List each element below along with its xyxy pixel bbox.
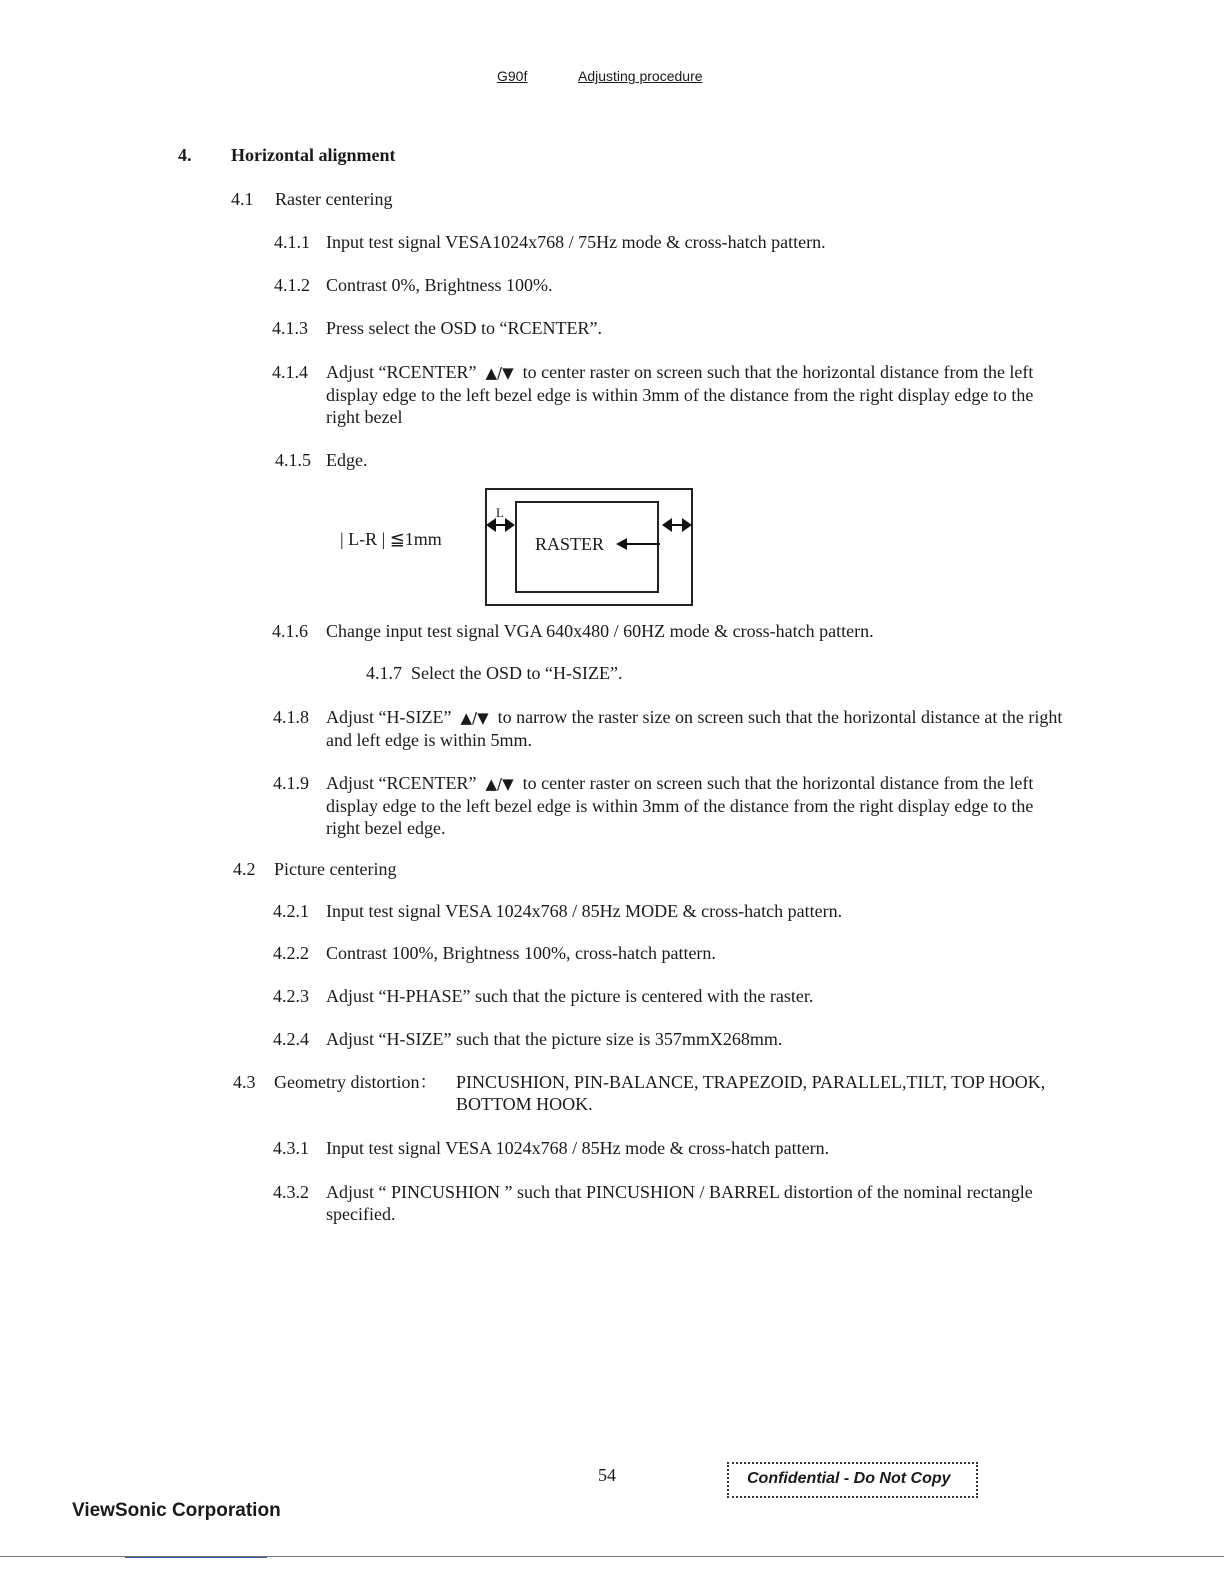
step-number: 4.1.9 — [273, 773, 309, 793]
step-text: Edge. — [326, 450, 368, 470]
step-number: 4.1.8 — [273, 707, 309, 727]
confidential-notice: Confidential - Do Not Copy — [747, 1470, 951, 1487]
step-prefix: Adjust “H-SIZE” — [326, 707, 452, 727]
up-down-arrow-icon: ▲/▼ — [460, 709, 489, 727]
company-name: ViewSonic Corporation — [72, 1500, 281, 1521]
step-text: Select the OSD to “H-SIZE”. — [411, 663, 623, 683]
page-number: 54 — [598, 1465, 616, 1485]
raster-edge-arrow-icon — [614, 536, 660, 552]
subsection-number: 4.1 — [231, 189, 254, 209]
right-gap-arrow-icon — [661, 515, 693, 535]
step-text: Input test signal VESA 1024x768 / 85Hz MODE & cross-hatch pattern. — [326, 901, 843, 921]
step-text: Input test signal VESA1024x768 / 75Hz mode & cross-hatch pattern. — [326, 232, 826, 252]
step-number: 4.3.2 — [273, 1182, 309, 1202]
step-number: 4.2.4 — [273, 1029, 309, 1049]
step-paragraph — [326, 361, 1066, 428]
subsection-title: Geometry distortion： — [274, 1072, 438, 1092]
step-text: to narrow the raster size on screen such that the horizontal distance at the right and left edge is within 5mm. — [326, 707, 1063, 750]
step-text: Input test signal VESA 1024x768 / 85Hz mode & cross-hatch pattern. — [326, 1138, 830, 1158]
step-text: Press select the OSD to “RCENTER”. — [326, 318, 602, 338]
step-number: 4.1.7 — [366, 663, 402, 683]
subsection-number: 4.3 — [233, 1072, 256, 1092]
header-title: Adjusting procedure — [578, 68, 703, 84]
step-number: 4.2.3 — [273, 986, 309, 1006]
subsection-title: Raster centering — [275, 189, 393, 209]
tolerance-formula: | L-R | ≦1mm — [340, 529, 442, 549]
up-down-arrow-icon: ▲/▼ — [485, 775, 514, 793]
step-text: Contrast 0%, Brightness 100%. — [326, 275, 553, 295]
step-number: 4.1.1 — [274, 232, 310, 252]
subsection-number: 4.2 — [233, 859, 256, 879]
footer-accent-rule — [125, 1557, 267, 1558]
step-text: Adjust “H-SIZE” such that the picture size is 357mmX268mm. — [326, 1029, 783, 1049]
step-text: to center raster on screen such that the horizontal distance from the left display edge to the left bezel edge is within 3mm of the distance from the right display edge to the right bezel — [326, 362, 1034, 427]
left-marker: L — [496, 505, 504, 520]
step-prefix: Adjust “RCENTER” — [326, 773, 477, 793]
step-prefix: Adjust “RCENTER” — [326, 362, 477, 382]
distortion-items: PINCUSHION, PIN-BALANCE, TRAPEZOID, PARALLEL,TILT, TOP HOOK, BOTTOM HOOK. — [456, 1072, 1046, 1114]
left-gap-arrow-icon — [486, 515, 516, 535]
up-down-arrow-icon: ▲/▼ — [485, 364, 514, 382]
step-text: to center raster on screen such that the horizontal distance from the left display edge to the left bezel edge is within 3mm of the distance from the right display edge to the right bezel edge. — [326, 773, 1034, 838]
section-number: 4. — [178, 145, 192, 165]
header-model: G90f — [497, 68, 528, 84]
step-number: 4.1.3 — [272, 318, 308, 338]
subsection-title: Picture centering — [274, 859, 397, 879]
step-paragraph — [326, 706, 1066, 751]
section-title: Horizontal alignment — [231, 145, 396, 165]
step-text: Change input test signal VGA 640x480 / 60HZ mode & cross-hatch pattern. — [326, 621, 874, 641]
step-number: 4.2.2 — [273, 943, 309, 963]
step-text: Adjust “H-PHASE” such that the picture is centered with the raster. — [326, 986, 814, 1006]
step-number: 4.3.1 — [273, 1138, 309, 1158]
raster-label: RASTER — [535, 534, 605, 554]
step-number: 4.2.1 — [273, 901, 309, 921]
step-number: 4.1.4 — [272, 362, 308, 382]
step-text: Contrast 100%, Brightness 100%, cross-hatch pattern. — [326, 943, 716, 963]
step-number: 4.1.5 — [275, 450, 311, 470]
step-paragraph — [326, 772, 1066, 839]
step-text: Adjust “ PINCUSHION ” such that PINCUSHION / BARREL distortion of the nominal rectangle specified. — [326, 1182, 1033, 1224]
step-number: 4.1.6 — [272, 621, 308, 641]
step-number: 4.1.2 — [274, 275, 310, 295]
